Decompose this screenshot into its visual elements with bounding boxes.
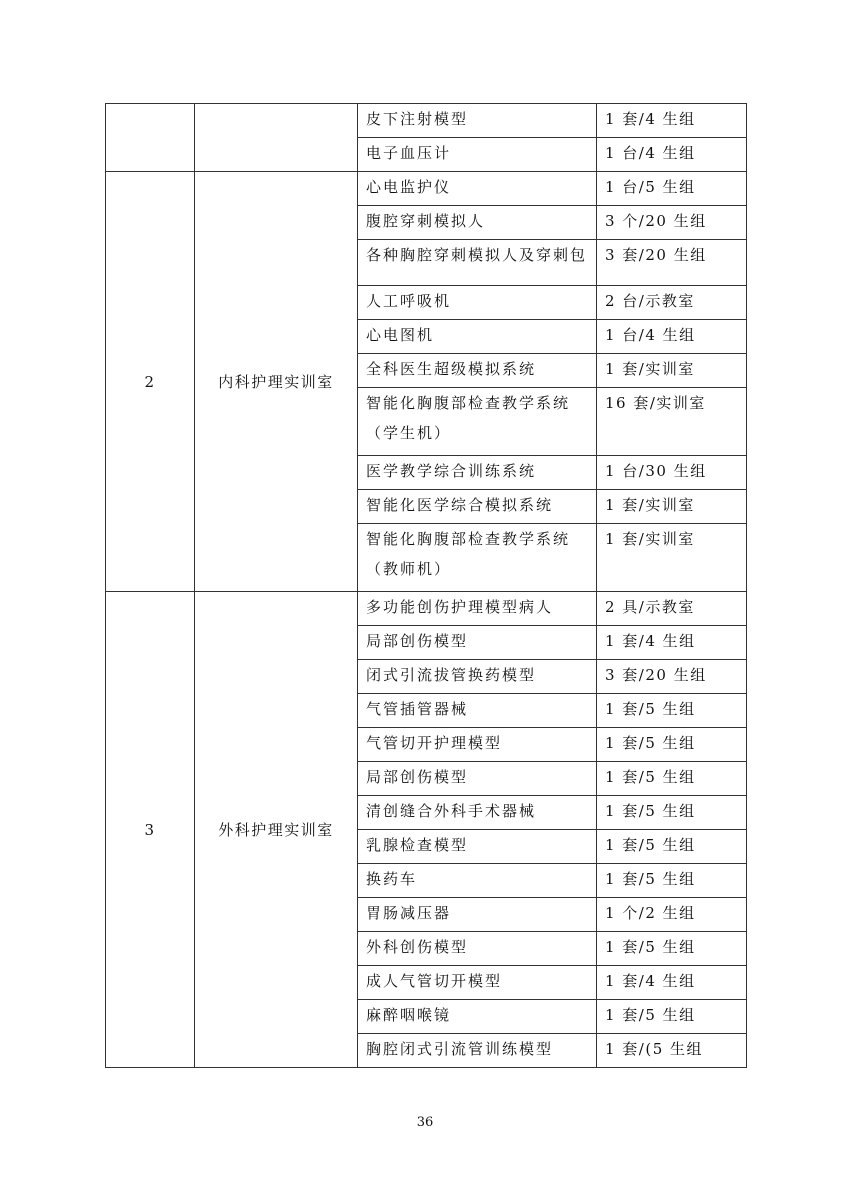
- cell-equipment-name: 气管插管器械: [358, 694, 597, 728]
- cell-serial-number: 3: [106, 592, 195, 1068]
- cell-equipment-name: 气管切开护理模型: [358, 728, 597, 762]
- cell-equipment-name: 成人气管切开模型: [358, 966, 597, 1000]
- cell-quantity: 1 套/5 生组: [597, 694, 747, 728]
- cell-quantity: 1 套/4 生组: [597, 966, 747, 1000]
- cell-equipment-name: 智能化医学综合模拟系统: [358, 490, 597, 524]
- cell-equipment-name: 闭式引流拔管换药模型: [358, 660, 597, 694]
- cell-quantity: 1 套/(5 生组: [597, 1034, 747, 1068]
- cell-quantity: 1 套/5 生组: [597, 796, 747, 830]
- cell-equipment-name: 腹腔穿刺模拟人: [358, 206, 597, 240]
- cell-equipment-name: 胃肠减压器: [358, 898, 597, 932]
- cell-equipment-name: 外科创伤模型: [358, 932, 597, 966]
- cell-equipment-name: 智能化胸腹部检查教学系统（学生机）: [358, 388, 597, 456]
- cell-quantity: 1 套/4 生组: [597, 104, 747, 138]
- cell-quantity: 2 具/示教室: [597, 592, 747, 626]
- cell-quantity: 1 台/4 生组: [597, 138, 747, 172]
- cell-quantity: 1 个/2 生组: [597, 898, 747, 932]
- cell-quantity: 2 台/示教室: [597, 286, 747, 320]
- cell-equipment-name: 人工呼吸机: [358, 286, 597, 320]
- cell-equipment-name: 医学教学综合训练系统: [358, 456, 597, 490]
- cell-equipment-name: 乳腺检查模型: [358, 830, 597, 864]
- equipment-table-body: [106, 104, 747, 1068]
- cell-quantity: 1 台/4 生组: [597, 320, 747, 354]
- cell-quantity: 3 套/20 生组: [597, 240, 747, 286]
- cell-equipment-name: 电子血压计: [358, 138, 597, 172]
- cell-equipment-name: 胸腔闭式引流管训练模型: [358, 1034, 597, 1068]
- cell-equipment-name: 各种胸腔穿刺模拟人及穿刺包: [358, 240, 597, 286]
- cell-quantity: 1 台/5 生组: [597, 172, 747, 206]
- cell-equipment-name: 局部创伤模型: [358, 762, 597, 796]
- cell-quantity: 1 套/5 生组: [597, 1000, 747, 1034]
- cell-serial-number: [106, 104, 195, 172]
- cell-quantity: 1 套/5 生组: [597, 762, 747, 796]
- cell-equipment-name: 换药车: [358, 864, 597, 898]
- cell-quantity: 1 套/5 生组: [597, 830, 747, 864]
- cell-training-room: [195, 104, 358, 172]
- cell-equipment-name: 清创缝合外科手术器械: [358, 796, 597, 830]
- cell-equipment-name: 局部创伤模型: [358, 626, 597, 660]
- cell-quantity: 1 套/5 生组: [597, 932, 747, 966]
- table-row: [106, 592, 747, 626]
- cell-equipment-name: 智能化胸腹部检查教学系统（教师机）: [358, 524, 597, 592]
- cell-quantity: 1 套/5 生组: [597, 728, 747, 762]
- cell-quantity: 1 套/5 生组: [597, 864, 747, 898]
- cell-quantity: 16 套/实训室: [597, 388, 747, 456]
- cell-equipment-name: 皮下注射模型: [358, 104, 597, 138]
- cell-quantity: 1 套/实训室: [597, 490, 747, 524]
- table-row: [106, 104, 747, 138]
- cell-quantity: 1 套/实训室: [597, 354, 747, 388]
- cell-quantity: 1 套/4 生组: [597, 626, 747, 660]
- cell-quantity: 1 套/实训室: [597, 524, 747, 592]
- cell-quantity: 3 套/20 生组: [597, 660, 747, 694]
- cell-serial-number: 2: [106, 172, 195, 592]
- cell-quantity: 1 台/30 生组: [597, 456, 747, 490]
- equipment-table: [105, 103, 747, 1068]
- cell-equipment-name: 多功能创伤护理模型病人: [358, 592, 597, 626]
- cell-equipment-name: 心电图机: [358, 320, 597, 354]
- cell-quantity: 3 个/20 生组: [597, 206, 747, 240]
- cell-training-room: 内科护理实训室: [195, 172, 358, 592]
- cell-training-room: 外科护理实训室: [195, 592, 358, 1068]
- table-row: [106, 172, 747, 206]
- cell-equipment-name: 心电监护仪: [358, 172, 597, 206]
- cell-equipment-name: 麻醉咽喉镜: [358, 1000, 597, 1034]
- page-number: 36: [416, 1115, 434, 1130]
- cell-equipment-name: 全科医生超级模拟系统: [358, 354, 597, 388]
